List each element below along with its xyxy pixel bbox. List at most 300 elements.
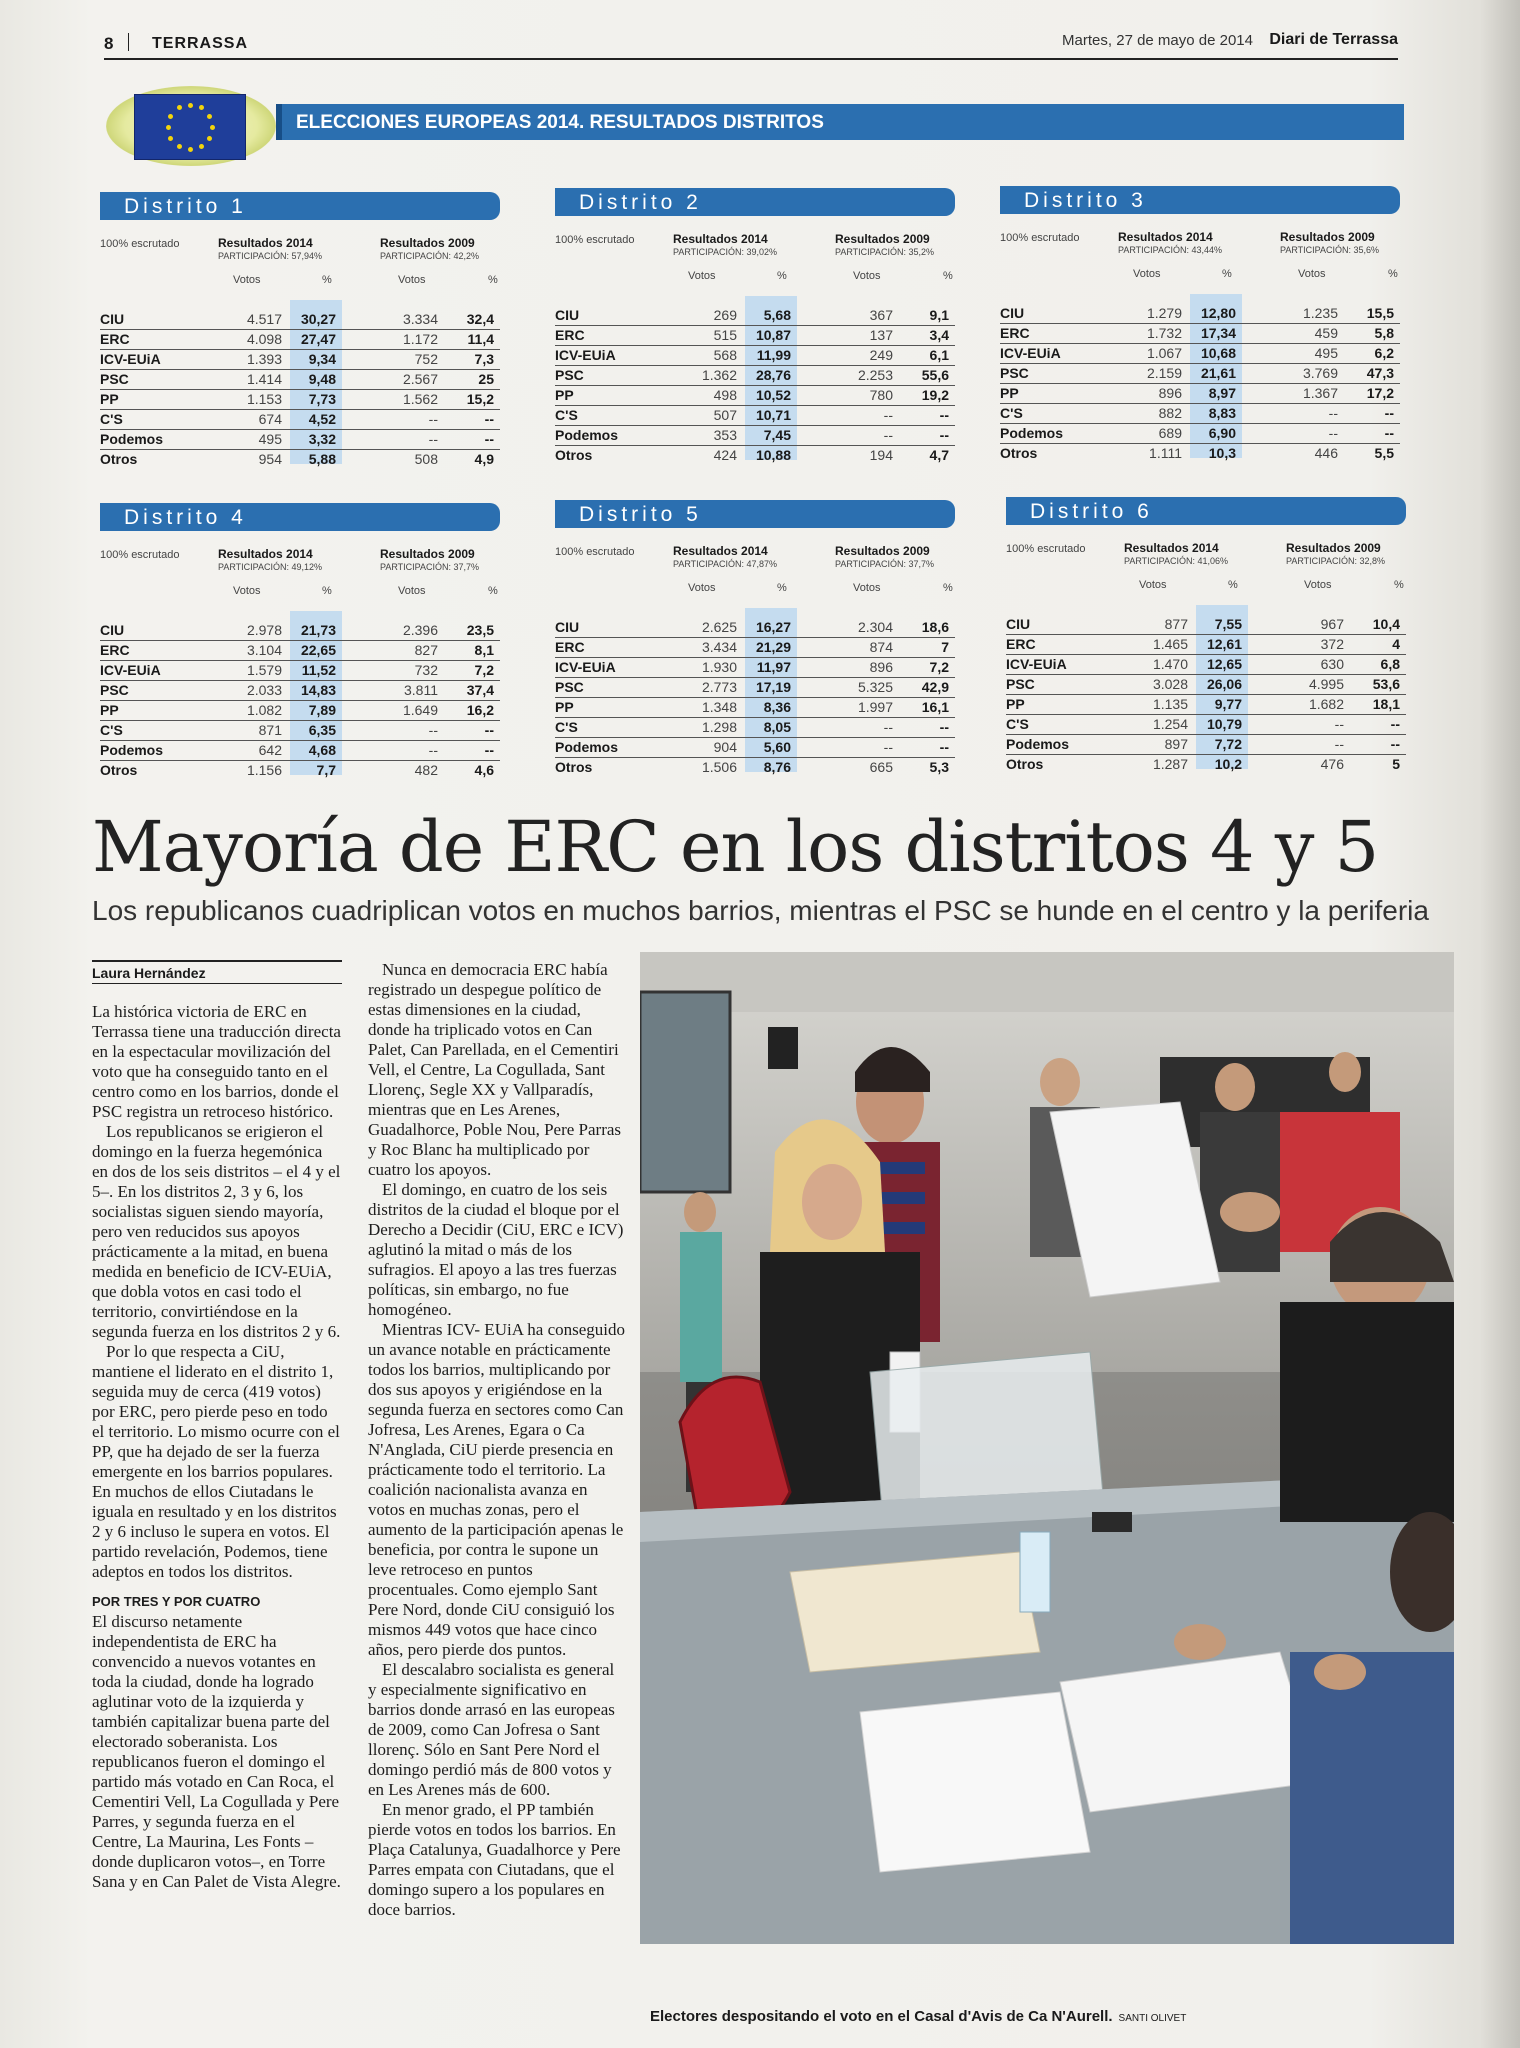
escrutado-label: 100% escrutado (1006, 543, 1086, 555)
pct-2009-header: % (488, 585, 498, 597)
votes-2014: 1.579 (246, 662, 282, 678)
table-row (555, 678, 955, 698)
pct-2009: -- (484, 742, 494, 758)
district-header (100, 503, 500, 531)
pct-2014: 11,99 (756, 347, 791, 363)
votes-2009-header: Votos (398, 585, 426, 597)
district-table (1000, 186, 1405, 476)
district-header (555, 188, 955, 216)
votes-2009: 2.253 (857, 367, 893, 383)
pct-2014: 22,65 (300, 642, 336, 658)
votes-2009-header: Votos (853, 582, 881, 594)
table-row (1006, 635, 1406, 655)
pct-2014-header: % (322, 585, 332, 597)
pct-2014: 8,97 (1208, 385, 1236, 401)
table-row (100, 450, 500, 469)
pct-2009: 7,2 (474, 662, 494, 678)
votes-2009: -- (428, 742, 438, 758)
votes-2014: 2.625 (701, 619, 737, 635)
party-name: PSC (555, 679, 584, 695)
pct-2014: 27,47 (300, 331, 336, 347)
pct-2014: 30,27 (300, 311, 336, 327)
column-1b-paragraphs (92, 1612, 342, 1892)
party-name: ICV-EUiA (555, 347, 616, 363)
district-rows (100, 621, 500, 780)
results-2009-label: Resultados 2009 (1286, 541, 1381, 555)
results-2009-label: Resultados 2009 (835, 232, 930, 246)
party-name: Podemos (1006, 736, 1070, 752)
party-name: ERC (1000, 325, 1030, 341)
pct-2009: 5,3 (929, 759, 949, 775)
pct-2009: 9,1 (929, 307, 949, 323)
pct-2014: 9,77 (1214, 696, 1242, 712)
pct-2014: 21,73 (300, 622, 336, 638)
header-separator (128, 33, 129, 51)
flag-star-icon (199, 105, 204, 110)
table-row (1000, 324, 1400, 344)
pct-2009: 7 (941, 639, 949, 655)
votes-2009: 732 (414, 662, 438, 678)
table-row (555, 758, 955, 777)
article-subhead: Los republicanos cuadriplican votos en muchos barrios, mientras el PSC se hunde en el centro y la periferia (92, 895, 1429, 926)
votes-2014: 568 (713, 347, 737, 363)
votes-2009: -- (1334, 736, 1344, 752)
pct-2014-header: % (322, 274, 332, 286)
district-table (555, 188, 960, 478)
participation-2014: PARTICIPACIÓN: 41,06% (1124, 556, 1229, 566)
voting-photo (640, 952, 1454, 1944)
pct-2009: 4,9 (474, 451, 494, 467)
article-paragraph: El descalabro socialista es general y especialmente significativo en barrios donde arrasó en las europeas de 2009, como Can Jofresa o Sant llorenç. Sólo en Sant Pere Nord el domingo perdió más de 800 votos y en Les Arenes más de 600. (368, 1660, 615, 1799)
votes-2014: 1.393 (246, 351, 282, 367)
pct-2009: 5,8 (1374, 325, 1394, 341)
pct-2009: 6,2 (1374, 345, 1394, 361)
party-name: Otros (100, 762, 138, 778)
votes-2014: 498 (713, 387, 737, 403)
pct-2009: 18,1 (1372, 696, 1400, 712)
votes-2009: -- (883, 739, 893, 755)
votes-2014-header: Votos (688, 582, 716, 594)
pct-2014: 3,32 (308, 431, 336, 447)
votes-2009: 367 (869, 307, 893, 323)
article-paragraph: Los republicanos se erigieron el domingo en la fuerza hegemónica en dos de los seis distritos – el 4 y el 5–. En los distritos 2, 3 y 6, los socialistas siguen siendo mayoría, pero ven reducidos sus apoyos prácticamente a la mitad, en buena medida en beneficio de ICV-EUiA, que dobla votos en casi todo el territorio, convirtiéndose en la segunda fuerza en los distritos 2 y 6. (92, 1122, 341, 1341)
party-name: CIU (100, 622, 125, 638)
table-row (555, 618, 955, 638)
voting-photo-illustration (640, 952, 1454, 1944)
flag-star-icon (188, 103, 193, 108)
caption-text: Electores despositando el voto en el Casal d'Avis de Ca N'Aurell. (650, 2008, 1113, 2025)
participation-2014: PARTICIPACIÓN: 57,94% (218, 251, 323, 261)
votes-2014: 896 (1158, 385, 1182, 401)
votes-2009: 459 (1314, 325, 1338, 341)
votes-2009: -- (428, 411, 438, 427)
party-name: PP (1006, 696, 1025, 712)
party-name: C'S (555, 407, 578, 423)
flag-star-icon (188, 147, 193, 152)
pct-2009: -- (1390, 736, 1400, 752)
pct-2014: 9,48 (308, 371, 336, 387)
party-name: PP (100, 391, 119, 407)
party-name: CIU (555, 619, 580, 635)
pct-2014: 10,71 (755, 407, 791, 423)
votes-2014: 871 (258, 722, 282, 738)
page-number: 8 (104, 34, 114, 53)
table-row (555, 306, 955, 326)
votes-2014: 1.254 (1152, 716, 1188, 732)
district-name: Distrito 2 (579, 191, 702, 214)
pct-2014: 10,3 (1208, 445, 1236, 461)
district-table (1006, 497, 1411, 787)
pct-2014: 26,06 (1206, 676, 1242, 692)
votes-2009: 665 (869, 759, 893, 775)
pct-2009: 23,5 (466, 622, 494, 638)
table-row (100, 430, 500, 450)
party-name: Podemos (555, 427, 619, 443)
table-row (555, 426, 955, 446)
district-header (100, 192, 500, 220)
flag-star-icon (210, 125, 215, 130)
votes-2014: 4.517 (246, 311, 282, 327)
table-row (555, 326, 955, 346)
pct-2014: 5,68 (763, 307, 791, 323)
pct-2009: 37,4 (466, 682, 494, 698)
table-row (555, 658, 955, 678)
table-row (555, 638, 955, 658)
votes-2014: 897 (1164, 736, 1188, 752)
party-name: Otros (1006, 756, 1044, 772)
votes-2009: 2.396 (402, 622, 438, 638)
pct-2009: -- (939, 407, 949, 423)
pct-2014: 4,52 (308, 411, 336, 427)
pct-2009: 25 (478, 371, 494, 387)
votes-2009: 137 (869, 327, 893, 343)
pct-2009: 11,4 (467, 331, 494, 347)
votes-2009: 508 (414, 451, 438, 467)
votes-2014: 3.104 (246, 642, 282, 658)
votes-2014: 1.135 (1152, 696, 1188, 712)
pct-2014: 10,52 (755, 387, 791, 403)
votes-2014-header: Votos (1133, 268, 1161, 280)
table-row (555, 718, 955, 738)
pct-2009: 3,4 (929, 327, 949, 343)
votes-2009: 874 (869, 639, 893, 655)
votes-2014: 2.978 (246, 622, 282, 638)
party-name: C'S (1006, 716, 1029, 732)
table-row (1000, 424, 1400, 444)
party-name: C'S (555, 719, 578, 735)
pct-2014: 7,89 (308, 702, 336, 718)
eu-flag-icon (106, 86, 276, 166)
party-name: Otros (555, 759, 593, 775)
participation-2014: PARTICIPACIÓN: 43,44% (1118, 245, 1223, 255)
pct-2009: -- (939, 719, 949, 735)
table-row (100, 661, 500, 681)
votes-2014: 3.028 (1152, 676, 1188, 692)
votes-2009: 3.334 (402, 311, 438, 327)
table-row (100, 410, 500, 430)
table-row (100, 390, 500, 410)
participation-2014: PARTICIPACIÓN: 47,87% (673, 559, 778, 569)
table-row (100, 350, 500, 370)
pct-2014: 7,72 (1214, 736, 1242, 752)
flag-star-icon (177, 144, 182, 149)
escrutado-label: 100% escrutado (100, 238, 180, 250)
district-table (100, 192, 505, 482)
votes-2014: 1.465 (1152, 636, 1188, 652)
votes-2014: 882 (1158, 405, 1182, 421)
pct-2014: 12,80 (1200, 305, 1236, 321)
district-rows (1006, 615, 1406, 774)
pct-2009: 16,2 (466, 702, 494, 718)
pct-2009: 7,2 (929, 659, 949, 675)
newspaper-name: Diari de Terrassa (1269, 31, 1398, 48)
participation-2014: PARTICIPACIÓN: 49,12% (218, 562, 323, 572)
pct-2014: 6,90 (1208, 425, 1236, 441)
escrutado-label: 100% escrutado (100, 549, 180, 561)
article-paragraph: En menor grado, el PP también pierde votos en todos los barrios. En Plaça Catalunya, Guadalhorce y Pere Parres empata con Ciutadans, que el domingo supero a los populares en doce barrios. (368, 1800, 621, 1919)
votes-2014: 1.279 (1146, 305, 1182, 321)
votes-2009: 1.997 (857, 699, 893, 715)
votes-2009: -- (428, 431, 438, 447)
pct-2009: 5,5 (1374, 445, 1394, 461)
section-banner (276, 104, 1404, 140)
participation-2009: PARTICIPACIÓN: 32,8% (1286, 556, 1386, 566)
pct-2009: 16,1 (921, 699, 949, 715)
votes-2009: 827 (414, 642, 438, 658)
table-row (100, 681, 500, 701)
party-name: ERC (100, 642, 130, 658)
votes-2009: 1.562 (402, 391, 438, 407)
pct-2009: -- (484, 431, 494, 447)
votes-2009: 4.995 (1308, 676, 1344, 692)
votes-2009: 780 (869, 387, 893, 403)
pct-2014: 9,34 (308, 351, 336, 367)
pct-2009: 6,1 (929, 347, 949, 363)
banner-title: ELECCIONES EUROPEAS 2014. RESULTADOS DISTRITOS (296, 112, 824, 133)
votes-2014: 1.506 (701, 759, 737, 775)
article-paragraph: El domingo, en cuatro de los seis distritos de la ciudad el bloque por el Derecho a Decidir (CiU, ERC e ICV) aglutinó la mitad o más de los sufragios. El apoyo a las tres fuerzas políticas, sin embargo, no fue homogéneo. (368, 1180, 624, 1319)
district-table (100, 503, 505, 793)
pct-2009: -- (484, 722, 494, 738)
pct-2014: 21,61 (1200, 365, 1236, 381)
article-subtitle: POR TRES Y POR CUATRO (92, 1594, 261, 1609)
article-byline: Laura Hernández (92, 960, 342, 984)
table-row (1006, 715, 1406, 735)
pct-2009: -- (939, 739, 949, 755)
pct-2009: 53,6 (1372, 676, 1400, 692)
votes-2009: -- (883, 407, 893, 423)
district-name: Distrito 4 (124, 506, 247, 529)
votes-2009: 482 (414, 762, 438, 778)
votes-2009: 249 (869, 347, 893, 363)
party-name: Podemos (555, 739, 619, 755)
pct-2009: 47,3 (1366, 365, 1394, 381)
votes-2014: 1.156 (246, 762, 282, 778)
flag-star-icon (199, 144, 204, 149)
party-name: PP (555, 699, 574, 715)
pct-2014: 8,36 (763, 699, 791, 715)
pct-2009: -- (939, 427, 949, 443)
table-row (1000, 404, 1400, 424)
votes-2014: 1.414 (246, 371, 282, 387)
page-fold-shadow (1480, 0, 1520, 2048)
article-column-2 (368, 960, 625, 1920)
pct-2014-header: % (1222, 268, 1232, 280)
pct-2014: 7,55 (1214, 616, 1242, 632)
table-row (100, 370, 500, 390)
votes-2014: 2.033 (246, 682, 282, 698)
votes-2009: 3.811 (404, 682, 438, 698)
votes-2014: 1.287 (1152, 756, 1188, 772)
table-row (1006, 655, 1406, 675)
pct-2009: 4,7 (929, 447, 949, 463)
votes-2014: 353 (713, 427, 737, 443)
article-column-1 (92, 1002, 342, 1892)
party-name: Podemos (100, 431, 164, 447)
votes-2009: 896 (869, 659, 893, 675)
party-name: ICV-EUiA (555, 659, 616, 675)
results-2009-label: Resultados 2009 (380, 236, 475, 250)
pct-2009: 4,6 (474, 762, 494, 778)
pct-2014: 10,2 (1214, 756, 1242, 772)
column-1-paragraphs (92, 1002, 342, 1582)
results-2009-label: Resultados 2009 (1280, 230, 1375, 244)
votes-2014: 424 (713, 447, 737, 463)
pct-2009: -- (1384, 405, 1394, 421)
pct-2014: 7,45 (763, 427, 791, 443)
table-row (1000, 344, 1400, 364)
votes-2009: 2.304 (857, 619, 893, 635)
votes-2014: 507 (713, 407, 737, 423)
pct-2009: 17,2 (1366, 385, 1394, 401)
votes-2009: -- (1328, 405, 1338, 421)
party-name: ERC (100, 331, 130, 347)
votes-2009: 3.769 (1302, 365, 1338, 381)
pct-2009-header: % (1388, 268, 1398, 280)
votes-2014: 1.470 (1152, 656, 1188, 672)
party-name: ICV-EUiA (100, 662, 161, 678)
table-row (100, 741, 500, 761)
votes-2009-header: Votos (1304, 579, 1332, 591)
pct-2009: 32,4 (466, 311, 494, 327)
participation-2009: PARTICIPACIÓN: 35,6% (1280, 245, 1380, 255)
section-name: TERRASSA (152, 35, 249, 52)
votes-2014-header: Votos (233, 274, 261, 286)
pct-2014-header: % (1228, 579, 1238, 591)
flag-star-icon (177, 105, 182, 110)
page-header (104, 30, 1398, 60)
pct-2014: 7,7 (316, 762, 336, 778)
pct-2014-header: % (777, 582, 787, 594)
article-paragraph: La histórica victoria de ERC en Terrassa tiene una traducción directa en la espectacular movilización del voto que ha conseguido tanto en el centro como en los barrios, donde el PSC registra un retroceso histórico. (92, 1002, 341, 1121)
votes-2014: 1.298 (701, 719, 737, 735)
votes-2009: 1.367 (1302, 385, 1338, 401)
participation-2009: PARTICIPACIÓN: 37,7% (835, 559, 935, 569)
table-row (100, 310, 500, 330)
votes-2009-header: Votos (853, 270, 881, 282)
votes-2009: -- (883, 719, 893, 735)
votes-2014: 1.930 (701, 659, 737, 675)
pct-2009: 15,2 (466, 391, 494, 407)
votes-2009: -- (1328, 425, 1338, 441)
pct-2009: -- (1390, 716, 1400, 732)
party-name: PP (1000, 385, 1019, 401)
votes-2014-header: Votos (688, 270, 716, 282)
table-row (1000, 364, 1400, 384)
table-row (1006, 675, 1406, 695)
votes-2009-header: Votos (1298, 268, 1326, 280)
table-row (555, 738, 955, 758)
table-row (100, 721, 500, 741)
photo-caption (650, 2008, 1186, 2025)
results-2014-label: Resultados 2014 (218, 547, 313, 561)
pct-2014: 17,19 (755, 679, 791, 695)
party-name: CIU (555, 307, 580, 323)
votes-2009: 446 (1314, 445, 1338, 461)
votes-2009: -- (428, 722, 438, 738)
results-2009-label: Resultados 2009 (835, 544, 930, 558)
district-name: Distrito 6 (1030, 500, 1153, 523)
pct-2014: 10,68 (1200, 345, 1236, 361)
table-row (555, 386, 955, 406)
flag-star-icon (207, 114, 212, 119)
participation-2009: PARTICIPACIÓN: 37,7% (380, 562, 480, 572)
party-name: PSC (100, 682, 129, 698)
table-row (555, 366, 955, 386)
pct-2014: 21,29 (755, 639, 791, 655)
table-row (100, 330, 500, 350)
votes-2014: 904 (713, 739, 737, 755)
votes-2014: 1.067 (1146, 345, 1182, 361)
table-row (1000, 304, 1400, 324)
pct-2009: 15,5 (1366, 305, 1394, 321)
participation-2009: PARTICIPACIÓN: 35,2% (835, 247, 935, 257)
issue-date: Martes, 27 de mayo de 2014 (1062, 32, 1253, 49)
party-name: C'S (100, 722, 123, 738)
column-2-paragraphs (368, 960, 625, 1920)
results-2009-label: Resultados 2009 (380, 547, 475, 561)
pct-2014: 11,52 (301, 662, 336, 678)
pct-2009: 7,3 (474, 351, 494, 367)
pct-2014: 5,88 (308, 451, 336, 467)
party-name: ERC (555, 639, 585, 655)
votes-2009: -- (1334, 716, 1344, 732)
pct-2009: -- (484, 411, 494, 427)
district-rows (100, 310, 500, 469)
district-header (1006, 497, 1406, 525)
flag-star-icon (207, 136, 212, 141)
pct-2009: 10,4 (1372, 616, 1400, 632)
party-name: PSC (100, 371, 129, 387)
party-name: ERC (555, 327, 585, 343)
district-rows (555, 618, 955, 777)
table-row (1006, 735, 1406, 755)
votes-2014: 1.362 (701, 367, 737, 383)
results-2014-label: Resultados 2014 (673, 544, 768, 558)
table-row (100, 761, 500, 780)
district-header (1000, 186, 1400, 214)
pct-2014-header: % (777, 270, 787, 282)
pct-2014: 10,88 (755, 447, 791, 463)
eu-flag-field (134, 94, 246, 160)
votes-2009: 194 (869, 447, 893, 463)
votes-2009: 372 (1320, 636, 1344, 652)
pct-2014: 8,76 (763, 759, 791, 775)
votes-2014: 877 (1164, 616, 1188, 632)
votes-2014: 642 (258, 742, 282, 758)
votes-2009: 476 (1320, 756, 1344, 772)
party-name: CIU (1006, 616, 1031, 632)
